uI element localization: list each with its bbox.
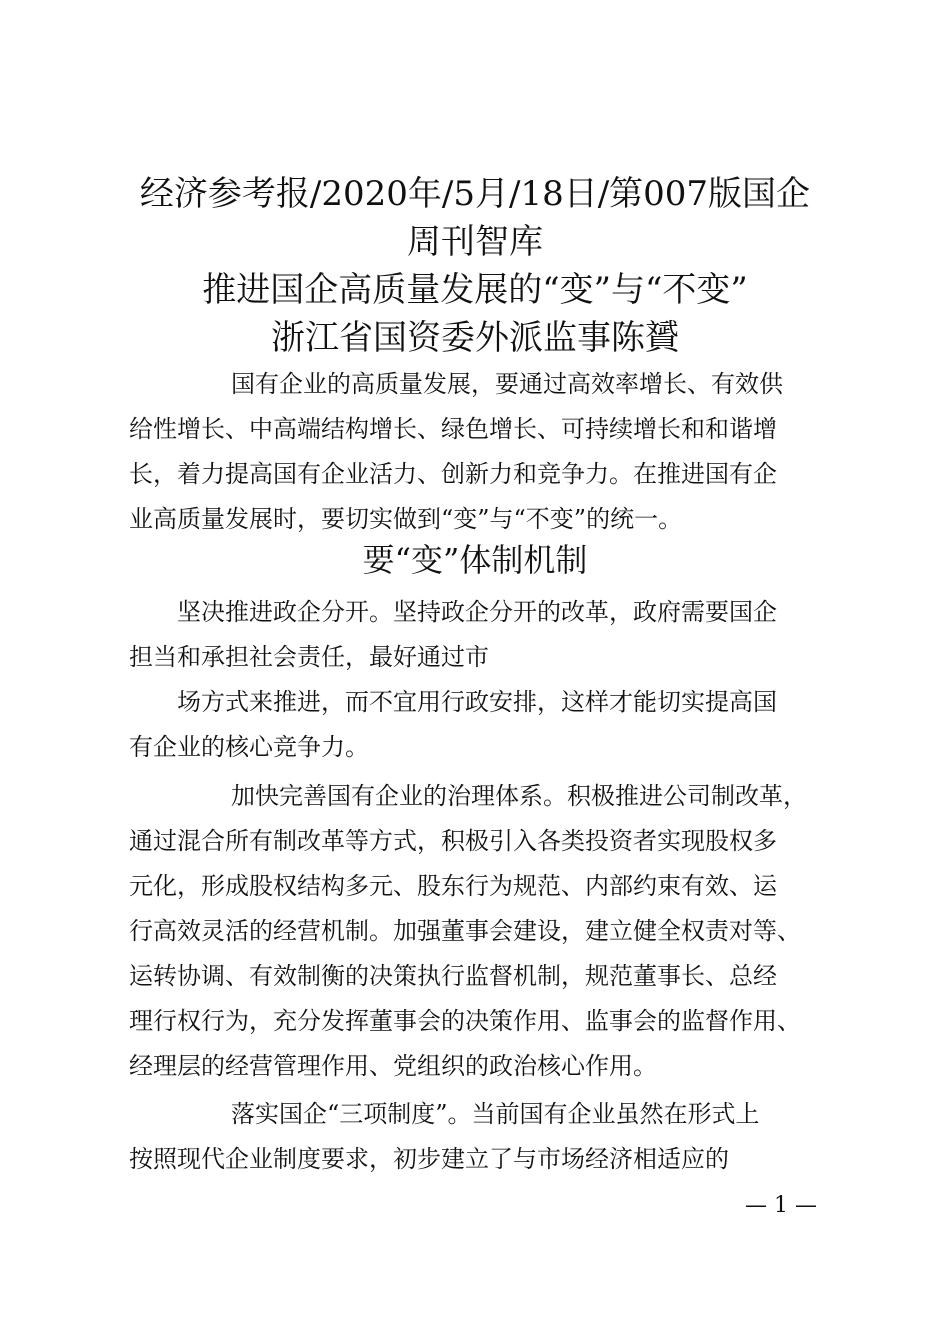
article-title: 推进国企高质量发展的“变”与“不变” bbox=[202, 270, 748, 310]
text-line: 运转协调、有效制衡的决策执行监督机制，规范董事长、总经 bbox=[129, 962, 777, 990]
article-author: 浙江省国资委外派监事陈贇 bbox=[271, 318, 679, 358]
paragraph-4 bbox=[129, 1092, 829, 1182]
paragraph-3 bbox=[129, 774, 829, 1089]
paragraph-1 bbox=[129, 590, 829, 680]
text-line: 理行权行为，充分发挥董事会的决策作用、监事会的监督作用、 bbox=[129, 1007, 801, 1035]
text-line: 业高质量发展时，要切实做到“变”与“不变”的统一。 bbox=[129, 505, 683, 533]
text-line: 担当和承担社会责任，最好通过市 bbox=[129, 643, 489, 671]
text-line: 元化，形成股权结构多元、股东行为规范、内部约束有效、运 bbox=[129, 872, 777, 900]
source-line-1: 经济参考报/2020年/5月/18日/第007版国企 bbox=[139, 174, 811, 214]
text-line: 行高效灵活的经营机制。加强董事会建设，建立健全权责对等、 bbox=[129, 917, 801, 945]
text-line: 落实国企“三项制度”。当前国有企业虽然在形式上 bbox=[231, 1100, 760, 1128]
text-line: 有企业的核心竞争力。 bbox=[129, 733, 369, 761]
text-line: 通过混合所有制改革等方式，积极引入各类投资者实现股权多 bbox=[129, 827, 777, 855]
text-line: 国有企业的高质量发展，要通过高效率增长、有效供 bbox=[231, 370, 783, 398]
paragraph-2 bbox=[129, 680, 829, 770]
page-number: — 1 — bbox=[745, 1193, 817, 1218]
text-line: 场方式来推进，而不宜用行政安排，这样才能切实提高国 bbox=[177, 688, 777, 716]
section-heading: 要“变”体制机制 bbox=[362, 541, 588, 579]
text-line: 给性增长、中高端结构增长、绿色增长、可持续增长和和谐增 bbox=[129, 415, 777, 443]
text-line: 按照现代企业制度要求，初步建立了与市场经济相适应的 bbox=[129, 1145, 729, 1173]
intro-paragraph bbox=[129, 362, 829, 542]
text-line: 坚决推进政企分开。坚持政企分开的改革，政府需要国企 bbox=[177, 598, 777, 626]
text-line: 加快完善国有企业的治理体系。积极推进公司制改革， bbox=[231, 782, 807, 810]
source-line-2: 周刊智库 bbox=[407, 222, 543, 262]
text-line: 长，着力提高国有企业活力、创新力和竞争力。在推进国有企 bbox=[129, 460, 777, 488]
text-line: 经理层的经营管理作用、党组织的政治核心作用。 bbox=[129, 1052, 657, 1080]
